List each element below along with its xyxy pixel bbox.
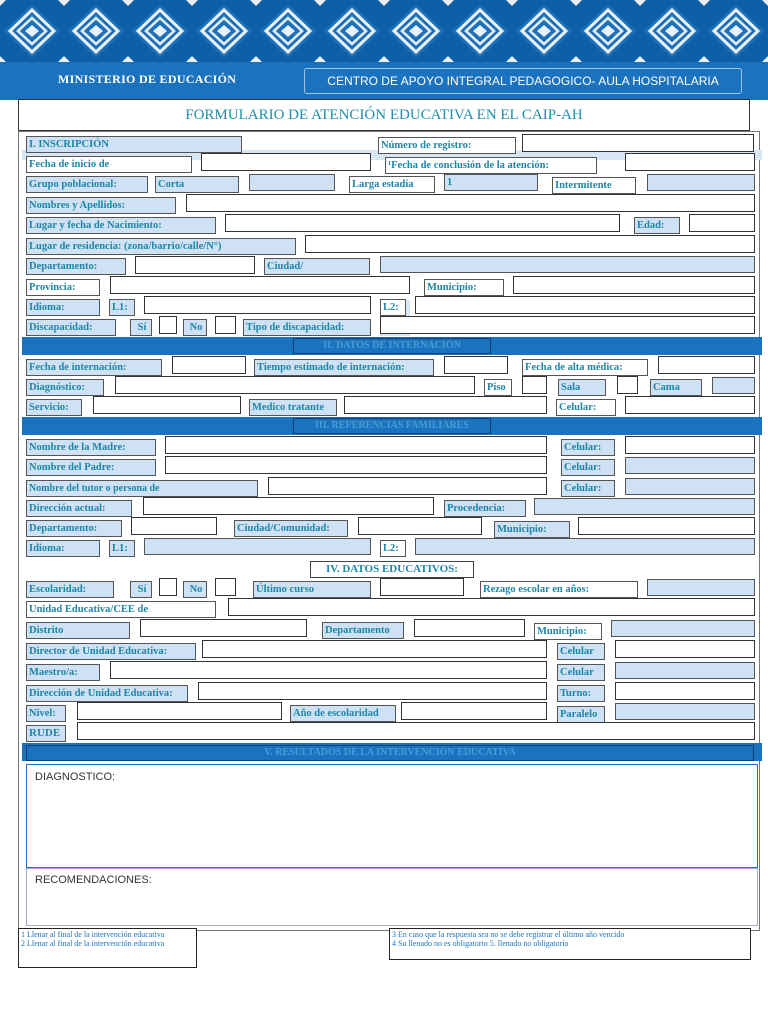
- label-diagnostico: Diagnóstico:: [26, 379, 104, 396]
- label-celular-director: Celular: [557, 643, 605, 660]
- input-celular-tutor[interactable]: [625, 478, 755, 495]
- label-si: Sí: [130, 319, 152, 336]
- footnote-1: 1 Llenar al final de la intervención educativa: [21, 930, 165, 939]
- label-l1-fam: L1:: [109, 540, 135, 557]
- input-municipio-ue[interactable]: [611, 620, 755, 637]
- option-intermitente[interactable]: Intermitente: [552, 177, 636, 194]
- input-celular-maestro[interactable]: [615, 662, 755, 679]
- label-rezago: Rezago escolar en años:: [480, 581, 638, 598]
- label-piso: Piso: [484, 379, 512, 396]
- input-ciudad-fam[interactable]: [358, 517, 482, 535]
- label-ciudad: Ciudad/: [264, 258, 370, 275]
- checkbox-esc-no[interactable]: [215, 578, 236, 596]
- input-celular-director[interactable]: [615, 640, 755, 658]
- center-name: CENTRO DE APOYO INTEGRAL PEDAGOGICO- AULA HOSPITALARIA: [304, 68, 742, 94]
- label-director: Director de Unidad Educativa:: [26, 643, 196, 660]
- label-residencia: Lugar de residencia: (zona/barrio/calle/N°): [26, 238, 296, 255]
- diagnostico-area[interactable]: [26, 764, 758, 868]
- input-anio[interactable]: [401, 702, 547, 720]
- input-rude[interactable]: [77, 722, 755, 740]
- input-fecha-conclusion[interactable]: [625, 153, 755, 171]
- input-tipo-discapacidad[interactable]: [380, 316, 755, 334]
- label-celular-tutor: Celular:: [561, 480, 615, 497]
- input-residencia[interactable]: [305, 235, 755, 253]
- option-larga[interactable]: Larga estadía: [349, 176, 435, 193]
- label-tipo-discapacidad: Tipo de discapacidad:: [243, 319, 371, 336]
- label-ciudad-fam: Ciudad/Comunidad:: [234, 520, 348, 537]
- label-distrito: Distrito: [26, 622, 130, 639]
- input-l1-fam[interactable]: [144, 538, 371, 555]
- input-celular-serv[interactable]: [625, 396, 755, 414]
- footnote-2: 2 Llenar al final de la intervención educativa: [21, 939, 165, 948]
- form-title: FORMULARIO DE ATENCIÓN EDUCATIVA EN EL CAIP-AH: [18, 99, 750, 131]
- label-municipio: Municipio:: [424, 279, 504, 296]
- label-idioma-fam: Idioma:: [26, 540, 100, 557]
- label-maestro: Maestro/a:: [26, 664, 100, 681]
- input-piso[interactable]: [522, 376, 547, 394]
- label-direccion: Dirección actual:: [26, 500, 132, 517]
- input-municipio-fam[interactable]: [578, 517, 755, 535]
- label-padre: Nombre del Padre:: [26, 459, 156, 476]
- label-discapacidad: Discapacidad:: [26, 319, 116, 336]
- input-cama[interactable]: [712, 377, 755, 394]
- footnote-3: 3 En caso que la respuesta sea no se debe registrar el último año vencido: [392, 930, 625, 939]
- input-turno[interactable]: [615, 682, 755, 700]
- label-madre: Nombre de la Madre:: [26, 439, 156, 456]
- input-municipio[interactable]: [513, 276, 755, 294]
- input-padre[interactable]: [165, 456, 547, 474]
- input-nombres[interactable]: [186, 194, 755, 212]
- label-celular-padre: Celular:: [561, 459, 615, 476]
- label-fecha-conclusion: ¹Fecha de conclusión de la atención:: [385, 157, 597, 174]
- footnote-left: [18, 928, 197, 968]
- input-celular-padre[interactable]: [625, 457, 755, 474]
- input-intermitente[interactable]: [647, 174, 755, 191]
- input-tiempo[interactable]: [444, 356, 508, 374]
- label-sala: Sala: [558, 379, 606, 396]
- label-ultimo: Último curso: [253, 581, 371, 598]
- checkbox-si[interactable]: [159, 316, 177, 334]
- label-grupo: Grupo poblacional:: [26, 176, 148, 193]
- label-medico: Medico tratante: [249, 399, 337, 416]
- input-l1[interactable]: [144, 296, 371, 314]
- input-medico[interactable]: [344, 396, 547, 414]
- input-madre[interactable]: [165, 436, 547, 454]
- input-l2-fam[interactable]: [415, 538, 755, 555]
- label-l2: L2:: [380, 299, 406, 316]
- input-l2[interactable]: [415, 296, 755, 314]
- label-celular-maestro: Celular: [557, 664, 605, 681]
- input-departamento-ue[interactable]: [414, 619, 525, 637]
- label-cama: Cama: [650, 379, 702, 396]
- label-fecha-inicio: Fecha de inicio de: [26, 156, 192, 173]
- footnote-right: [389, 928, 751, 960]
- input-distrito[interactable]: [140, 619, 307, 637]
- value-larga: 1: [444, 174, 538, 191]
- section5-title: V. RESULTADOS DE LA INTERVENCIÓN EDUCATIVA: [26, 745, 754, 761]
- input-alta[interactable]: [658, 356, 755, 374]
- label-tiempo: Tiempo estimado de internación:: [254, 359, 434, 376]
- input-direccion-ue[interactable]: [198, 682, 547, 700]
- label-celular-serv: Celular:: [556, 399, 616, 416]
- label-l2-fam: L2:: [380, 540, 406, 557]
- checkbox-esc-si[interactable]: [159, 578, 177, 596]
- label-nombres: Nombres y Apellidos:: [26, 197, 176, 214]
- input-ciudad[interactable]: [380, 256, 755, 273]
- label-idioma: Idioma:: [26, 299, 100, 316]
- input-servicio[interactable]: [93, 396, 241, 414]
- label-rude: RUDE: [26, 725, 66, 742]
- section2-title: II. DATOS DE INTERNACIÓN: [293, 338, 491, 354]
- recomendaciones-area[interactable]: [26, 868, 758, 926]
- recomendaciones-label: RECOMENDACIONES:: [35, 874, 152, 886]
- input-fecha-inicio[interactable]: [201, 153, 371, 171]
- section4-title: IV. DATOS EDUCATIVOS:: [310, 561, 474, 578]
- label-tutor: Nombre del tutor o persona de: [26, 480, 258, 497]
- label-alta: Fecha de alta médica:: [522, 359, 648, 376]
- input-registro[interactable]: [522, 134, 754, 152]
- decorative-banner: [0, 0, 768, 62]
- label-departamento: Departamento:: [26, 258, 126, 275]
- label-procedencia: Procedencia:: [444, 500, 526, 517]
- diagnostico-label: DIAGNOSTICO:: [35, 771, 116, 783]
- input-departamento-fam[interactable]: [131, 517, 217, 535]
- input-ultimo[interactable]: [380, 578, 464, 596]
- ministry-title: MINISTERIO DE EDUCACIÓN: [58, 72, 237, 86]
- input-paralelo[interactable]: [615, 703, 755, 720]
- label-edad: Edad:: [634, 217, 680, 234]
- input-procedencia[interactable]: [534, 498, 755, 515]
- label-nivel: Nivel:: [26, 705, 66, 722]
- input-provincia[interactable]: [110, 276, 410, 294]
- input-director[interactable]: [202, 640, 547, 658]
- label-servicio: Servicio:: [26, 399, 82, 416]
- label-l1: L1:: [109, 299, 135, 316]
- label-celular-madre: Celular:: [561, 439, 615, 456]
- footnote-4: 4 Su llenado no es obligatorio 5. llenado no obligatorio: [392, 939, 569, 948]
- input-diagnostico[interactable]: [115, 376, 475, 394]
- label-anio: Año de escolaridad: [290, 705, 396, 722]
- input-direccion[interactable]: [143, 497, 434, 515]
- label-escolaridad: Escolaridad:: [26, 581, 114, 598]
- label-fecha-internacion: Fecha de internación:: [26, 359, 162, 376]
- input-unidad[interactable]: [228, 598, 755, 616]
- section1-title: I. INSCRIPCIÓN: [26, 136, 242, 153]
- label-paralelo: Paralelo: [557, 706, 605, 723]
- label-direccion-ue: Dirección de Unidad Educativa:: [26, 685, 188, 702]
- label-no: No: [183, 319, 207, 336]
- label-municipio-fam: Municipio:: [494, 521, 570, 538]
- label-turno: Turno:: [557, 685, 605, 702]
- label-esc-si: Sí: [130, 581, 152, 598]
- section3-title: III. REFERENCIAS FAMILIARES: [293, 418, 491, 434]
- input-maestro[interactable]: [110, 661, 547, 679]
- label-lugar-fecha: Lugar y fecha de Nacimiento:: [26, 217, 216, 234]
- input-rezago[interactable]: [647, 579, 755, 596]
- input-fecha-internacion[interactable]: [172, 356, 246, 374]
- checkbox-no[interactable]: [215, 316, 236, 334]
- label-unidad: Unidad Educativa/CEE de: [26, 601, 216, 618]
- label-registro: Número de registro:: [378, 137, 516, 154]
- label-municipio-ue: Municipio:: [534, 623, 602, 640]
- input-sala[interactable]: [617, 376, 638, 394]
- label-departamento-fam: Departamento:: [26, 520, 122, 537]
- input-nivel[interactable]: [77, 702, 282, 720]
- option-corta[interactable]: Corta: [155, 176, 239, 193]
- label-provincia: Provincia:: [26, 279, 100, 296]
- input-departamento[interactable]: [135, 256, 255, 274]
- input-celular-madre[interactable]: [625, 436, 755, 454]
- input-lugar-fecha[interactable]: [225, 214, 620, 232]
- input-edad[interactable]: [689, 214, 755, 232]
- diamond-pattern-icon: [0, 0, 768, 62]
- label-departamento-ue: Departamento: [322, 622, 404, 639]
- label-esc-no: No: [183, 581, 207, 598]
- input-tutor[interactable]: [268, 477, 547, 495]
- input-corta[interactable]: [249, 174, 335, 191]
